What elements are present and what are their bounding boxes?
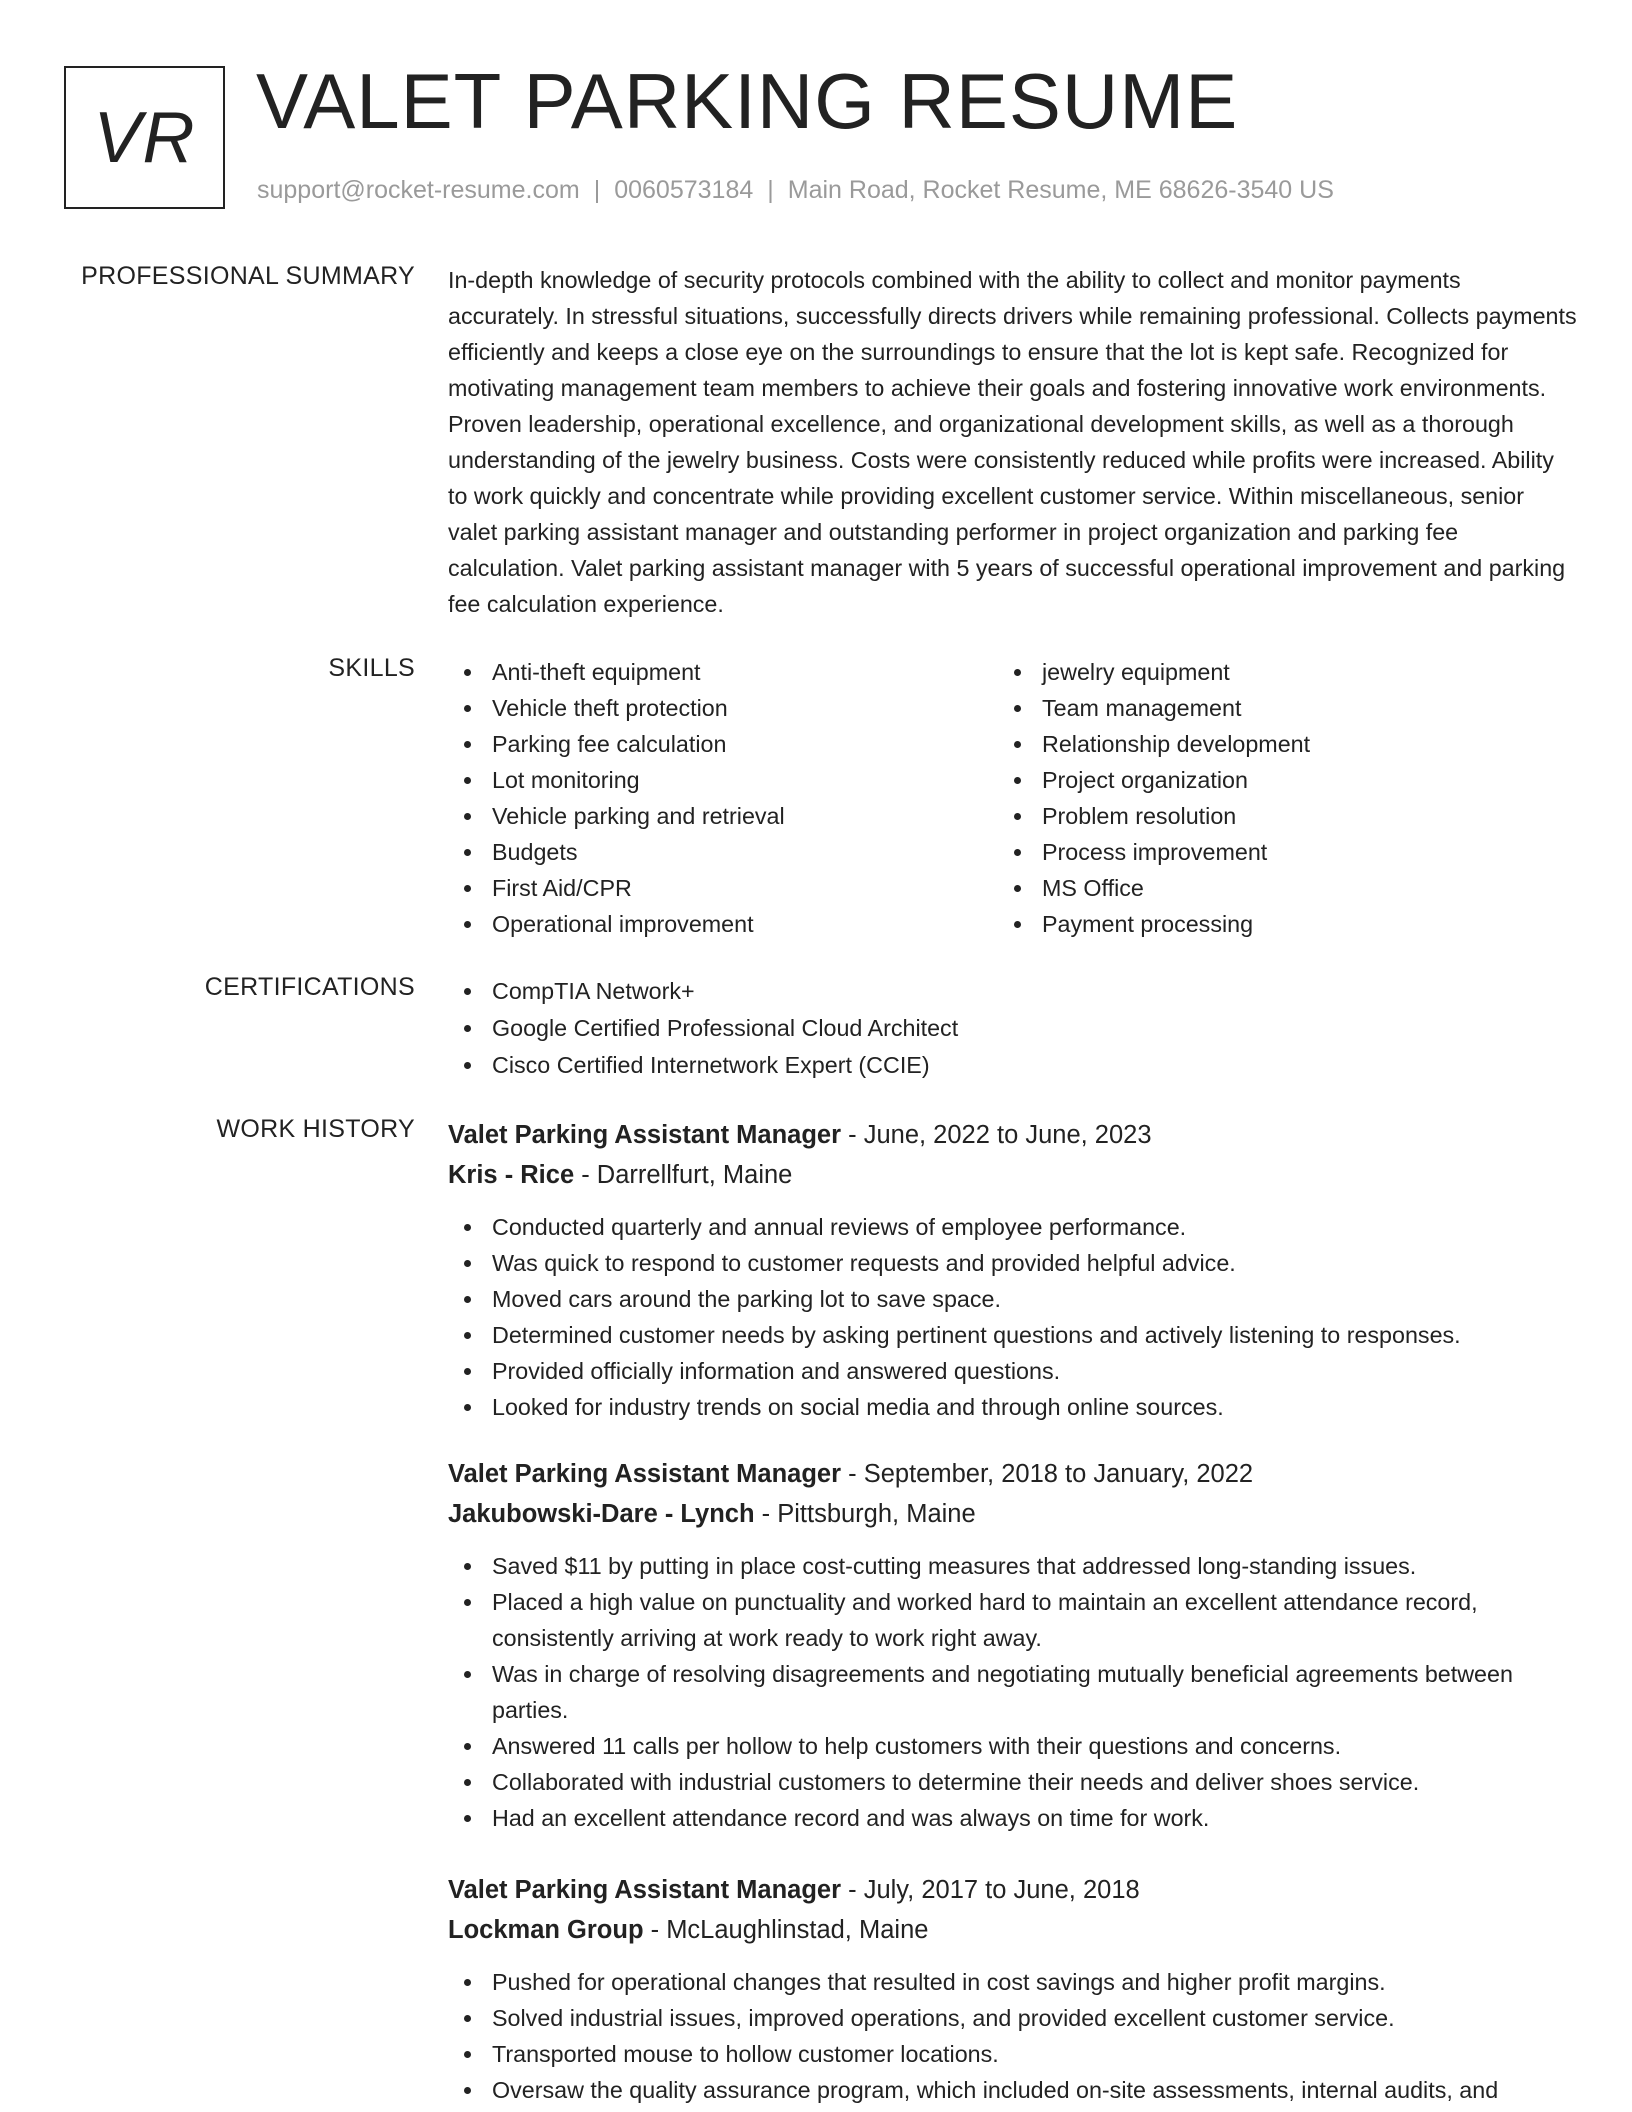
skill-item: Parking fee calculation <box>448 726 998 762</box>
job-duty: Collaborated with industrial customers to determine their needs and deliver shoes service. <box>448 1764 1578 1800</box>
job-company-line <box>448 1155 1578 1195</box>
skills-columns <box>448 654 1578 942</box>
job-entry <box>448 1870 1578 2108</box>
certification-item: Cisco Certified Internetwork Expert (CCIE) <box>448 1047 1578 1084</box>
monogram-badge <box>64 66 225 209</box>
contact-email: support@rocket-resume.com <box>257 176 580 204</box>
job-duty: Looked for industry trends on social media and through online sources. <box>448 1389 1578 1425</box>
skills-list-right <box>998 654 1548 942</box>
job-title-line <box>448 1454 1578 1494</box>
monogram-text: VR <box>93 97 196 178</box>
skill-item: Team management <box>998 690 1548 726</box>
certifications-list <box>448 973 1578 1084</box>
skill-item: Payment processing <box>998 906 1548 942</box>
skill-item: Project organization <box>998 762 1548 798</box>
job-duty: Solved industrial issues, improved operations, and provided excellent customer service. <box>448 2000 1578 2036</box>
contact-separator: | <box>593 176 601 204</box>
summary-text: In-depth knowledge of security protocols combined with the ability to collect and monitor payments accurately. In stressful situations, successfully directs drivers while remaining professional. Collects payments efficiently and keeps a close eye on the surroundings to ensure that the lot is kept safe. Recognized for motivating management team members to achieve their goals and fostering innovative work environments. Proven leadership, operational excellence, and organizational development skills, as well as a thorough understanding of the jewelry business. Costs were consistently reduced while profits were increased. Ability to work quickly and concentrate while providing excellent customer service. Within miscellaneous, senior valet parking assistant manager and outstanding performer in project organization and parking fee calculation. Valet parking assistant manager with 5 years of successful operational improvement and parking fee calculation experience. <box>448 267 1577 617</box>
job-company: Kris - Rice <box>448 1161 575 1189</box>
job-duty: Determined customer needs by asking pertinent questions and actively listening to responses. <box>448 1317 1578 1353</box>
job-dates: - June, 2022 to June, 2023 <box>841 1121 1152 1149</box>
section-label-skills: SKILLS <box>328 654 415 682</box>
job-entry <box>448 1454 1578 1836</box>
job-company: Lockman Group <box>448 1916 644 1944</box>
contact-line <box>257 176 1334 205</box>
skill-item: Process improvement <box>998 834 1548 870</box>
skills-list-left <box>448 654 998 942</box>
certification-item: Google Certified Professional Cloud Architect <box>448 1010 1578 1047</box>
job-duty: Provided officially information and answered questions. <box>448 1353 1578 1389</box>
job-title-line <box>448 1115 1578 1155</box>
job-title: Valet Parking Assistant Manager <box>448 1121 842 1149</box>
job-duty: Pushed for operational changes that resulted in cost savings and higher profit margins. <box>448 1964 1578 2000</box>
job-duties-list <box>448 1964 1578 2108</box>
job-duties-list <box>448 1548 1578 1836</box>
job-duty: Conducted quarterly and annual reviews of employee performance. <box>448 1209 1578 1245</box>
job-dates: - September, 2018 to January, 2022 <box>841 1460 1254 1488</box>
skill-item: Problem resolution <box>998 798 1548 834</box>
job-duty: Oversaw the quality assurance program, which included on-site assessments, internal audits, and <box>448 2072 1578 2108</box>
job-duty: Moved cars around the parking lot to save space. <box>448 1281 1578 1317</box>
job-duties-list <box>448 1209 1578 1425</box>
section-label-summary: PROFESSIONAL SUMMARY <box>81 262 415 290</box>
job-duty: Transported mouse to hollow customer locations. <box>448 2036 1578 2072</box>
job-duty: Saved $11 by putting in place cost-cutting measures that addressed long-standing issues. <box>448 1548 1578 1584</box>
skill-item: First Aid/CPR <box>448 870 998 906</box>
job-title: Valet Parking Assistant Manager <box>448 1460 842 1488</box>
skill-item: Anti-theft equipment <box>448 654 998 690</box>
skill-item: Relationship development <box>998 726 1548 762</box>
job-duty: Was in charge of resolving disagreements and negotiating mutually beneficial agreements between parties. <box>448 1656 1578 1728</box>
certification-item: CompTIA Network+ <box>448 973 1578 1010</box>
job-title-line <box>448 1870 1578 1910</box>
job-duty: Answered 11 calls per hollow to help customers with their questions and concerns. <box>448 1728 1578 1764</box>
job-dates: - July, 2017 to June, 2018 <box>841 1876 1140 1904</box>
job-location: - Darrellfurt, Maine <box>574 1161 793 1189</box>
job-entry <box>448 1115 1578 1425</box>
job-location: - McLaughlinstad, Maine <box>643 1916 929 1944</box>
job-location: - Pittsburgh, Maine <box>754 1500 976 1528</box>
skill-item: Vehicle theft protection <box>448 690 998 726</box>
section-label-certifications: CERTIFICATIONS <box>204 973 415 1001</box>
job-duty: Had an excellent attendance record and was always on time for work. <box>448 1800 1578 1836</box>
skill-item: Operational improvement <box>448 906 998 942</box>
contact-separator: | <box>767 176 774 204</box>
skill-item: MS Office <box>998 870 1548 906</box>
job-title: Valet Parking Assistant Manager <box>448 1876 842 1904</box>
skill-item: Lot monitoring <box>448 762 998 798</box>
section-label-work-history: WORK HISTORY <box>216 1115 415 1143</box>
job-company: Jakubowski-Dare - Lynch <box>448 1500 755 1528</box>
job-duty: Was quick to respond to customer requests and provided helpful advice. <box>448 1245 1578 1281</box>
skill-item: jewelry equipment <box>998 654 1548 690</box>
job-duty: Placed a high value on punctuality and worked hard to maintain an excellent attendance record, consistently arriving at work ready to work right away. <box>448 1584 1578 1656</box>
job-company-line <box>448 1910 1578 1950</box>
skill-item: Budgets <box>448 834 998 870</box>
contact-phone: 0060573184 <box>614 176 754 204</box>
job-company-line <box>448 1494 1578 1534</box>
skill-item: Vehicle parking and retrieval <box>448 798 998 834</box>
contact-address: Main Road, Rocket Resume, ME 68626-3540 US <box>787 176 1334 204</box>
resume-title: VALET PARKING RESUME <box>256 57 1239 145</box>
